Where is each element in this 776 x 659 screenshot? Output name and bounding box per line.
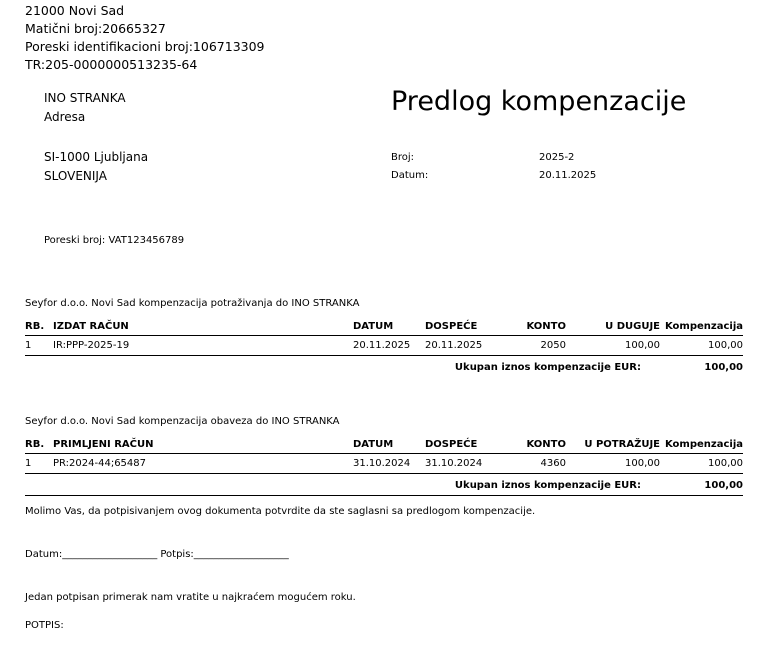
cell-rb: 1 bbox=[25, 454, 53, 474]
date-signature-line: Datum:___________________ Potpis:___________________ bbox=[25, 549, 289, 560]
cell-date: 31.10.2024 bbox=[353, 454, 425, 474]
recipient-name: INO STRANKA bbox=[44, 91, 126, 105]
column-header-due: DOSPEĆE bbox=[425, 318, 503, 336]
total-value: 100,00 bbox=[704, 480, 743, 491]
document-date: 20.11.2025 bbox=[539, 170, 597, 181]
column-header-invoice: PRIMLJENI RAČUN bbox=[53, 436, 353, 454]
receivables-total bbox=[25, 359, 743, 377]
total-value: 100,00 bbox=[704, 362, 743, 373]
divider bbox=[25, 495, 743, 496]
column-header-rb: RB. bbox=[25, 436, 53, 454]
column-header-debit: U DUGUJE bbox=[566, 318, 660, 336]
receivables-table bbox=[25, 318, 743, 356]
cell-compensation: 100,00 bbox=[660, 336, 743, 356]
recipient-address: Adresa bbox=[44, 110, 86, 124]
signature-label: POTPIS: bbox=[25, 620, 64, 631]
column-header-date: DATUM bbox=[353, 436, 425, 454]
cell-account: 2050 bbox=[503, 336, 566, 356]
company-address: 21000 Novi Sad bbox=[25, 3, 125, 18]
cell-credit: 100,00 bbox=[566, 454, 660, 474]
column-header-rb: RB. bbox=[25, 318, 53, 336]
total-label: Ukupan iznos kompenzacije EUR: bbox=[454, 480, 641, 491]
table-header-row bbox=[25, 436, 743, 454]
company-info bbox=[25, 2, 265, 74]
column-header-date: DATUM bbox=[353, 318, 425, 336]
table-header-row bbox=[25, 318, 743, 336]
recipient-tax-number: Poreski broj: VAT123456789 bbox=[44, 235, 185, 246]
column-header-compensation: Kompenzacija bbox=[660, 318, 743, 336]
table-row bbox=[25, 454, 743, 474]
column-header-invoice: IZDAT RAČUN bbox=[53, 318, 353, 336]
total-label: Ukupan iznos kompenzacije EUR: bbox=[454, 362, 641, 373]
cell-due: 31.10.2024 bbox=[425, 454, 503, 474]
document-number: 2025-2 bbox=[539, 152, 575, 163]
confirmation-request: Molimo Vas, da potpisivanjem ovog dokumenta potvrdite da ste saglasni sa predlogom kompenzacije. bbox=[25, 506, 536, 517]
document-number-label: Broj: bbox=[391, 152, 415, 163]
cell-debit: 100,00 bbox=[566, 336, 660, 356]
table-row bbox=[25, 336, 743, 356]
obligations-heading: Seyfor d.o.o. Novi Sad kompenzacija obaveza do INO STRANKA bbox=[25, 416, 340, 427]
company-account: TR:205-0000000513235-64 bbox=[25, 57, 198, 72]
company-reg-number: Matični broj:20665327 bbox=[25, 21, 166, 36]
column-header-due: DOSPEĆE bbox=[425, 436, 503, 454]
company-tax-id: Poreski identifikacioni broj:106713309 bbox=[25, 39, 265, 54]
document-date-label: Datum: bbox=[391, 170, 429, 181]
cell-date: 20.11.2025 bbox=[353, 336, 425, 356]
obligations-total bbox=[25, 477, 743, 495]
recipient-postal: SI-1000 Ljubljana bbox=[44, 150, 149, 164]
column-header-account: KONTO bbox=[503, 318, 566, 336]
obligations-table bbox=[25, 436, 743, 474]
document-title: Predlog kompenzacije bbox=[391, 86, 687, 117]
cell-invoice: PR:2024-44;65487 bbox=[53, 454, 353, 474]
recipient-country: SLOVENIJA bbox=[44, 169, 107, 183]
return-note: Jedan potpisan primerak nam vratite u najkraćem mogućem roku. bbox=[25, 592, 356, 603]
cell-invoice: IR:PPP-2025-19 bbox=[53, 336, 353, 356]
receivables-heading: Seyfor d.o.o. Novi Sad kompenzacija potraživanja do INO STRANKA bbox=[25, 298, 360, 309]
cell-account: 4360 bbox=[503, 454, 566, 474]
cell-compensation: 100,00 bbox=[660, 454, 743, 474]
column-header-credit: U POTRAŽUJE bbox=[566, 436, 660, 454]
cell-due: 20.11.2025 bbox=[425, 336, 503, 356]
column-header-compensation: Kompenzacija bbox=[660, 436, 743, 454]
cell-rb: 1 bbox=[25, 336, 53, 356]
column-header-account: KONTO bbox=[503, 436, 566, 454]
